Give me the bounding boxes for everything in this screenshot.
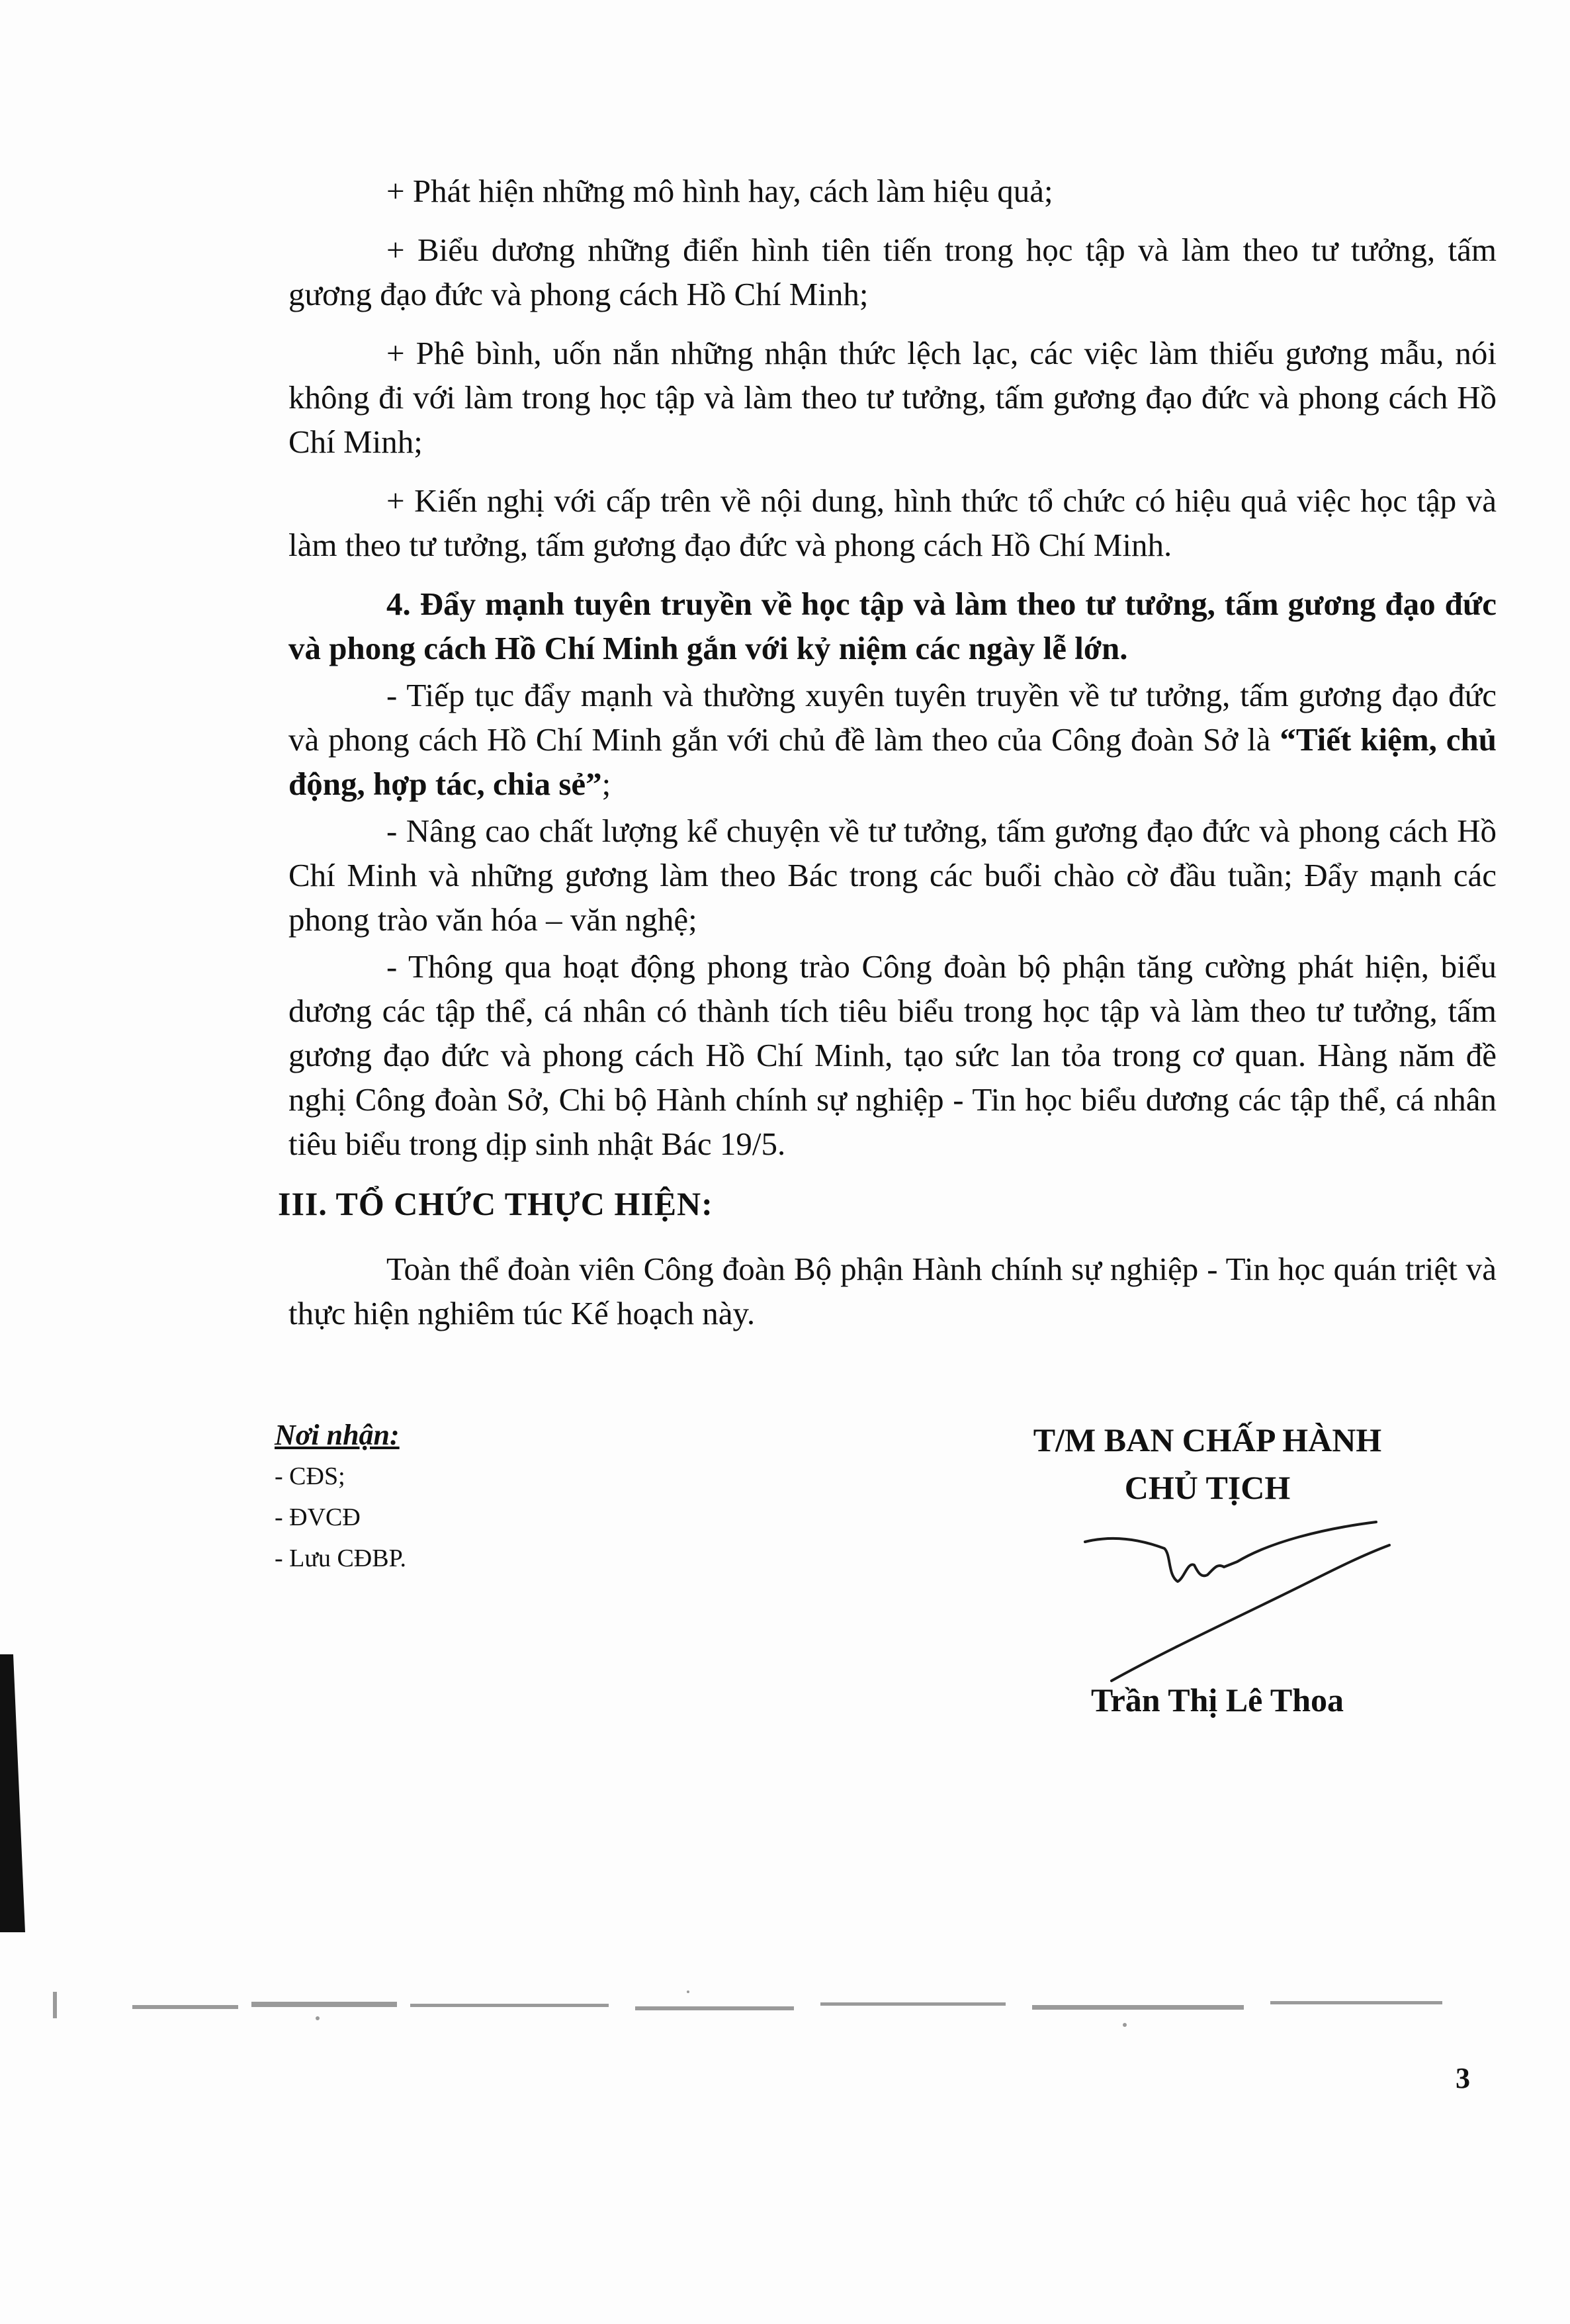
recipients-block [275, 1415, 406, 1579]
signature-title-line2: CHỦ TỊCH [1124, 1469, 1291, 1506]
scan-edge-shadow-icon [0, 1654, 26, 1932]
section-heading-implementation: III. TỔ CHỨC THỰC HIỆN: [278, 1185, 713, 1222]
closing-section [288, 1247, 1497, 1335]
paragraph-union-activities: - Thông qua hoạt động phong trào Công đoàn bộ phận tăng cường phát hiện, biểu dương các tập thể, cá nhân có thành tích tiêu biểu trong học tập và làm theo tư tưởng, tấm gương đạo đức và phong cách Hồ Chí Minh, tạo sức lan tỏa trong cơ quan. Hàng năm đề nghị Công đoàn Sở, Chi bộ Hành chính sự nghiệp - Tin học biểu dương các tập thể, cá nhân tiêu biểu trong dịp sinh nhật Bác 19/5. [288, 948, 1497, 1162]
signature-block [979, 1416, 1436, 1511]
signature-title-line1: T/M BAN CHẤP HÀNH [1033, 1421, 1382, 1458]
signer-name: Trần Thị Lê Thoa [1090, 1681, 1344, 1719]
closing-paragraph: Toàn thể đoàn viên Công đoàn Bộ phận Hành chính sự nghiệp - Tin học quán triệt và thực hiện nghiêm túc Kế hoạch này. [288, 1251, 1497, 1331]
paragraph-continue-promote [288, 673, 1497, 806]
subsection-heading-4: 4. Đẩy mạnh tuyên truyền về học tập và làm theo tư tưởng, tấm gương đạo đức và phong cách Hồ Chí Minh gắn với kỷ niệm các ngày lễ lớn. [288, 586, 1497, 666]
paragraph-criticize: + Phê bình, uốn nắn những nhận thức lệch lạc, các việc làm thiếu gương mẫu, nói không đi với làm trong học tập và làm theo tư tưởng, tấm gương đạo đức và phong cách Hồ Chí Minh; [288, 335, 1497, 460]
recipient-item: - ĐVCĐ [275, 1503, 361, 1531]
recipient-item: - CĐS; [275, 1462, 345, 1490]
paragraph-continue-promote-end: ; [601, 766, 611, 802]
recipients-list [275, 1456, 406, 1579]
union-theme-slogan: “Tiết kiệm, chủ động, hợp tác, chia sẻ” [288, 721, 1497, 802]
paragraph-continue-promote-text: - Tiếp tục đẩy mạnh và thường xuyên tuyên truyền về tư tưởng, tấm gương đạo đức và phong cách Hồ Chí Minh gắn với chủ đề làm theo của Công đoàn Sở là [288, 677, 1497, 758]
scan-noise-strip-icon [40, 1972, 1495, 2051]
paragraph-commend-examples: + Biểu dương những điển hình tiên tiến trong học tập và làm theo tư tưởng, tấm gương đạo đức và phong cách Hồ Chí Minh; [288, 232, 1497, 312]
handwritten-signature-icon [1072, 1515, 1396, 1687]
paragraph-discover-models: + Phát hiện những mô hình hay, cách làm hiệu quả; [386, 173, 1053, 209]
paragraph-recommend: + Kiến nghị với cấp trên về nội dung, hình thức tổ chức có hiệu quả việc học tập và làm theo tư tưởng, tấm gương đạo đức và phong cách Hồ Chí Minh. [288, 482, 1497, 563]
recipients-title: Nơi nhận: [275, 1419, 400, 1451]
body-text-section [288, 169, 1497, 1166]
page-number: 3 [1456, 2062, 1470, 2094]
paragraph-storytelling: - Nâng cao chất lượng kể chuyện về tư tưởng, tấm gương đạo đức và phong cách Hồ Chí Minh và những gương làm theo Bác trong các buổi chào cờ đầu tuần; Đẩy mạnh các phong trào văn hóa – văn nghệ; [288, 813, 1497, 938]
recipient-item: - Lưu CĐBP. [275, 1544, 407, 1572]
